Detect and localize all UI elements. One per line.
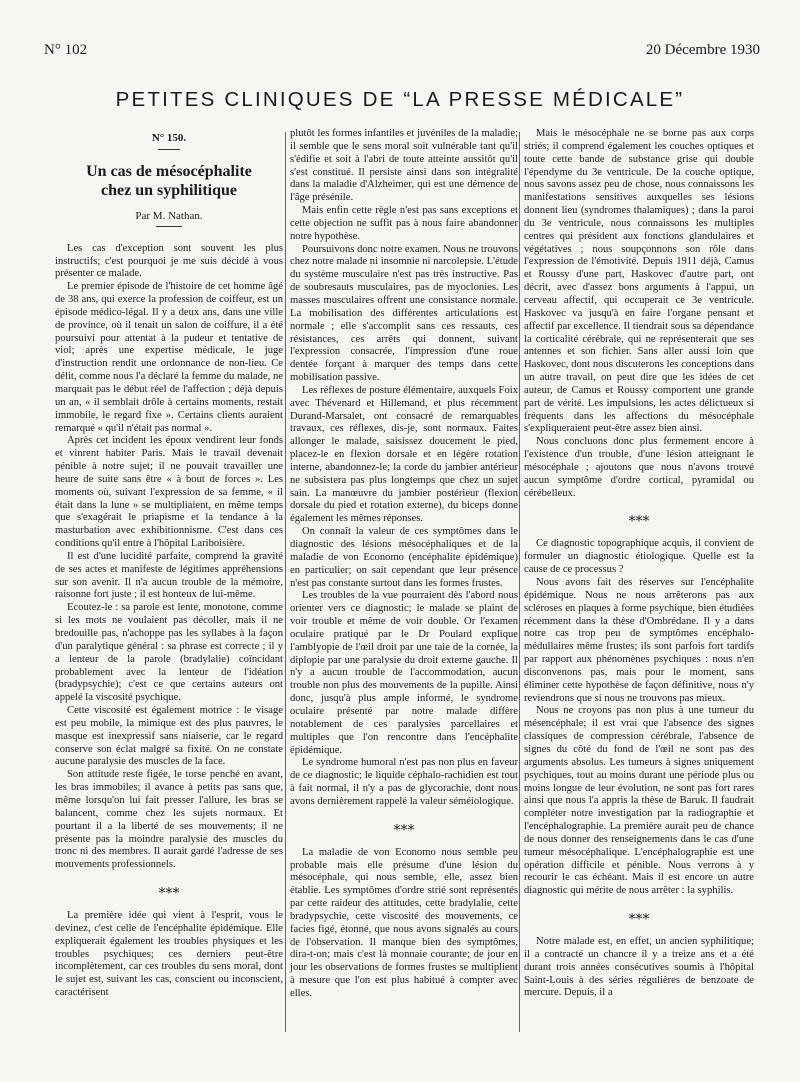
title-line-2: chez un syphilitique <box>100 181 238 199</box>
paragraph: Son attitude reste figée, le torse penché en avant, les bras immobiles; il avance à petits pas sans que, même lorsqu'on lui fait presser l'allure, les bras se balancent, comme chez les sujets normaux. Et pourtant il a la liberté de ses mouvements; il ne présente pas la moindre paralysie des muscles du tronc ni des membres. Il aurait gardé l'adresse de ses mouvements professionnels. <box>55 769 283 871</box>
paragraph: Notre malade est, en effet, un ancien syphilitique; il a contracté un chancre il y a treize ans et a été durant trois années consécutives soumis à l'hôpital Saint-Louis à des séries régulières de benzoate de mercure. Depuis, il a <box>524 936 754 999</box>
column-1 <box>55 128 283 1000</box>
column-2 <box>290 128 518 1001</box>
paragraph: Ecoutez-le : sa parole est lente, monotone, comme si les mots ne voulaient pas décoller, mais il ne bredouille pas, n'achoppe pas les syllabes à la façon d'un paralytique général : sa phrase est correcte ; il y a lenteur de la parole (bradylalie) coïncidant probablement avec la lenteur de l'idéation (bradypsychie); c'est ce que certains auteurs ont appelé la viscosité psychique. <box>55 602 283 704</box>
paragraph: Nous ne croyons pas non plus à une tumeur du mésencéphale; il est vrai que l'absence des signes classiques de compression cérébrale, l'absence de signes du côté du fond de l'œil ne sont pas des arguments absolus. Les tumeurs à signes uniquement psychiques, tout au moins durant une période plus ou moins longue de leur évolution, ne sont pas fort rares ainsi que nous l'a appris la thèse de Baruk. Il faudrait compléter notre investigation par la radiographie et l'encéphalographie. La première aurait peu de chance de nous donner des renseignements dans le cas d'une tumeur mésocéphalique. L'encéphalographie est une opération difficile et pénible. Nous verrons à y recourir le cas échéant. Mais il est encore un autre diagnostic qui mérite de nous arrêter : la syphilis. <box>524 705 754 897</box>
paragraph: Les cas d'exception sont souvent les plus instructifs; c'est pourquoi je me suis décidé à vous présenter ce malade. <box>55 242 283 280</box>
paragraph: Le premier épisode de l'histoire de cet homme âgé de 38 ans, qui exerce la profession de coiffeur, est un épisode médico-légal. Il y a deux ans, dans une ville de province, où il tenait un salon de coiffure, il a été poursuivi pour attentat à la pudeur et tentative de viol; après une expertise médicale, le juge d'instruction rendit une ordonnance de non-lieu. Ce délit, comme nous l'a déclaré la femme du malade, ne marquait pas le début réel de l'affection ; déjà depuis un an, « il semblait drôle à certains moments, restait immobile, le regard fixe ». Certains clients auraient remarqué « qu'il n'était pas normal ». <box>55 281 283 434</box>
paragraph: Les réflexes de posture élémentaire, auxquels Foix avec Thévenard et Hillemand, et plus récemment Durand-Marsalet, ont consacré de remarquables travaux, ces réflexes, dis-je, sont normaux. Faites allonger le malade, saisissez doucement le pied, placez-le en flexion dorsale et en légère rotation interne, abandonnez-le; la corde du jambier antérieur ne subsistera pas plus longtemps que chez un sujet sain. La manœuvre du jambier postérieur (flexion dorsale du pied et rotation externe), du biceps donne également les mêmes réponses. <box>290 384 518 525</box>
section-separator: ⁎⁎⁎ <box>628 510 650 526</box>
paragraph: Mais le mésocéphale ne se borne pas aux corps striés; il comprend également les couches optiques et toute cette bande de substance grise qui double l'épendyme du 3e ventricule. De la couche optique, nous savons assez peu de chose, nous connaissons les manifestations sensitives auxquelles ses lésions donnent lieu (syndromes thalamiques) ; dans la paroi du 3e ventricule, nous connaissons les multiples centres qui président aux fonctions glandulaires et végétatives ; nous soupçonnons son rôle dans l'expression de l'émotivité. Depuis 1911 déjà, Camus et Roussy d'une part, Haskovec d'autre part, ont décrit, avec d'assez bons arguments à l'appui, un cerveau affectif, qui occuperait ce 3e ventricule. Haskovec va jusqu'à en faire l'organe pensant et affectif par excellence. Il tiendrait sous sa dépendance la corticalité cérébrale, qui ne représenterait que ses antennes et son fichier. Sans aller aussi loin que Haskovec, dont nous discuterons les conceptions dans un autre travail, on peut dire que les idées de cet auteur, de Camus et Roussy comportent une grande part de vérité. Les impulsions, les actes délictueux si fréquents dans les affections du mésocéphale s'expliqueraient peut-être assez bien ainsi. <box>524 128 754 435</box>
column-3 <box>524 128 754 1000</box>
column-divider <box>519 132 520 1032</box>
section-separator: ⁎⁎⁎ <box>393 818 415 834</box>
section-separator: ⁎⁎⁎ <box>628 908 650 924</box>
issue-number: N° 102 <box>44 42 88 58</box>
rule <box>156 226 182 227</box>
paragraph: Ce diagnostic topographique acquis, il convient de formuler un diagnostic étiologique. Quelle est la cause de ce processus ? <box>524 538 754 576</box>
column-divider <box>285 132 286 1032</box>
paragraph: Nous concluons donc plus fermement encore à l'existence d'un trouble, d'une lésion atteignant le mésocéphale ; ajoutons que nous n'avons trouvé aucun symptôme d'ordre cortical, pyramidal ou cérébelleux. <box>524 436 754 499</box>
paragraph: Cette viscosité est également motrice : le visage est peu mobile, la mimique est des plus pauvres, le masque est inexpressif sans niaiserie, car le regard conserve son éclat malgré sa fixité. On ne constate aucune paralysie des muscles de la face. <box>55 705 283 768</box>
byline: Par M. Nathan. <box>135 209 203 222</box>
paragraph: Les troubles de la vue pourraient dès l'abord nous orienter vers ce diagnostic; le malade se plaint de voir trouble et même de voir double. Or l'examen oculaire pratiqué par le Dr Poulard explique l'amblyopie de l'œil droit par une taie de la cornée, la diplopie par une paralysie du droit externe gauche. Il n'y a aucun trouble de l'accommodation, aucun trouble non plus des mouvements de la pupille. Ainsi donc, jusqu'à plus ample informé, le syndrome oculaire présenté par notre malade diffère notablement de ces paralysies parcellaires et multiples que l'on rencontre dans l'encéphalite épidémique. <box>290 590 518 756</box>
paragraph: La maladie de von Economo nous semble peu probable mais elle présume d'une lésion du mésocéphale, qui nous semble, elle, assez bien établie. Les symptômes d'ordre strié sont représentés par cette raideur des attitudes, cette bradylalie, cette bradypsychie, cette viscosité des mouvements, ce facies figé, étonné, que nous avons signalés au cours de l'observation. Il manque bien des symptômes, dira-t-on; mais c'est là monnaie courante; de jour en jour les observations de formes frustes se multiplient à mesure que l'on est plus habitué à compter avec elles. <box>290 846 518 999</box>
paragraph: Nous avons fait des réserves sur l'encéphalite épidémique. Nous ne nous arrêterons pas aux scléroses en plaques à forme psychique, bien étudiées récemment dans la thèse d'Ombrédane. Il y a dans notre cas trop peu de symptômes encéphalo-médullaires même frustes; ils sont parfois fort tardifs par rapport aux phénomènes psychiques : nous n'en disconvenons pas, mais pour le moment, sans éliminer cette hypothèse de façon définitive, nous n'y reviendrons que si nous ne trouvons pas mieux. <box>524 577 754 704</box>
rule <box>158 149 180 150</box>
paragraph: Après cet incident les époux vendirent leur fonds et vinrent habiter Paris. Mais le travail devenait pénible à notre sujet; il ne pouvait travailler une heure de suite sans être « à bout de forces ». Les moments où, suivant l'expression de sa femme, « il était dans la lune » se multipliaient, en même temps que s'exagérait le priapisme et la tendance à la masturbation avec exhibitionnisme. C'est dans ces conditions qu'il entre à l'hôpital Lariboisière. <box>55 435 283 550</box>
paragraph: Mais enfin cette règle n'est pas sans exceptions et cette objection ne suffit pas à nous faire abandonner notre hypothèse. <box>290 205 518 242</box>
title-line-1: Un cas de mésocéphalite <box>86 162 252 180</box>
paragraph: Poursuivons donc notre examen. Nous ne trouvons chez notre malade ni insomnie ni narcolepsie. L'étude du système musculaire n'est pas très instructive. Pas de soubresauts musculaires, pas de myoclonies. Les masses musculaires offrent une consistance normale. La mobilisation des différentes articulations est normale ; elle s'accomplit sans ces ressauts, ces résistances, ces arrêts qui donnent, suivant l'expression consacrée, l'impression d'une roue dentée forçant à marquer des temps dans cette mobilisation passive. <box>290 243 518 384</box>
paragraph: On connaît la valeur de ces symptômes dans le diagnostic des lésions mésocéphaliques et de la maladie de von Economo (encéphalite épidémique) en particulier; on sait cependant que leur présence n'est pas constante surtout dans les formes frustes. <box>290 526 518 589</box>
paragraph: plutôt les formes infantiles et juvéniles de la maladie; il semble que le sens moral soit vulnérable tant qu'il s'édifie et soit à l'abri de toute atteinte aussitôt qu'il s'est constitué. Il persiste ainsi dans son intégralité dans la maladie d'Alzheimer, qui est une démence de l'âge présénile. <box>290 128 518 204</box>
paragraph: Le syndrome humoral n'est pas non plus en faveur de ce diagnostic; le liquide céphalo-rachidien est tout à fait normal, il n'y a pas de glycorachie, dont nous avons dernièrement rappelé la valeur séméiologique. <box>290 757 518 807</box>
paragraph: Il est d'une lucidité parfaite, comprend la gravité de ses actes et manifeste de légitimes appréhensions sur son avenir. Il n'a aucun trouble de la mémoire, raisonne fort juste ; il est honteux de lui-même. <box>55 550 283 601</box>
article-number: N° 150. <box>151 132 187 144</box>
series-title: PETITES CLINIQUES DE “LA PRESSE MÉDICALE” <box>115 88 685 111</box>
section-separator: ⁎⁎⁎ <box>158 882 180 898</box>
issue-date: 20 Décembre 1930 <box>645 42 760 58</box>
article-title <box>55 162 283 200</box>
paragraph: La première idée qui vient à l'esprit, vous le devinez, c'est celle de l'encéphalite épidémique. Elle expliquerait également les troubles physiques et les troubles psychiques; ces derniers peut-être incomplètement, car ces troubles du sens moral, dont le sujet est, suivant les cas, conscient ou inconscient, caractérisent <box>55 910 283 999</box>
